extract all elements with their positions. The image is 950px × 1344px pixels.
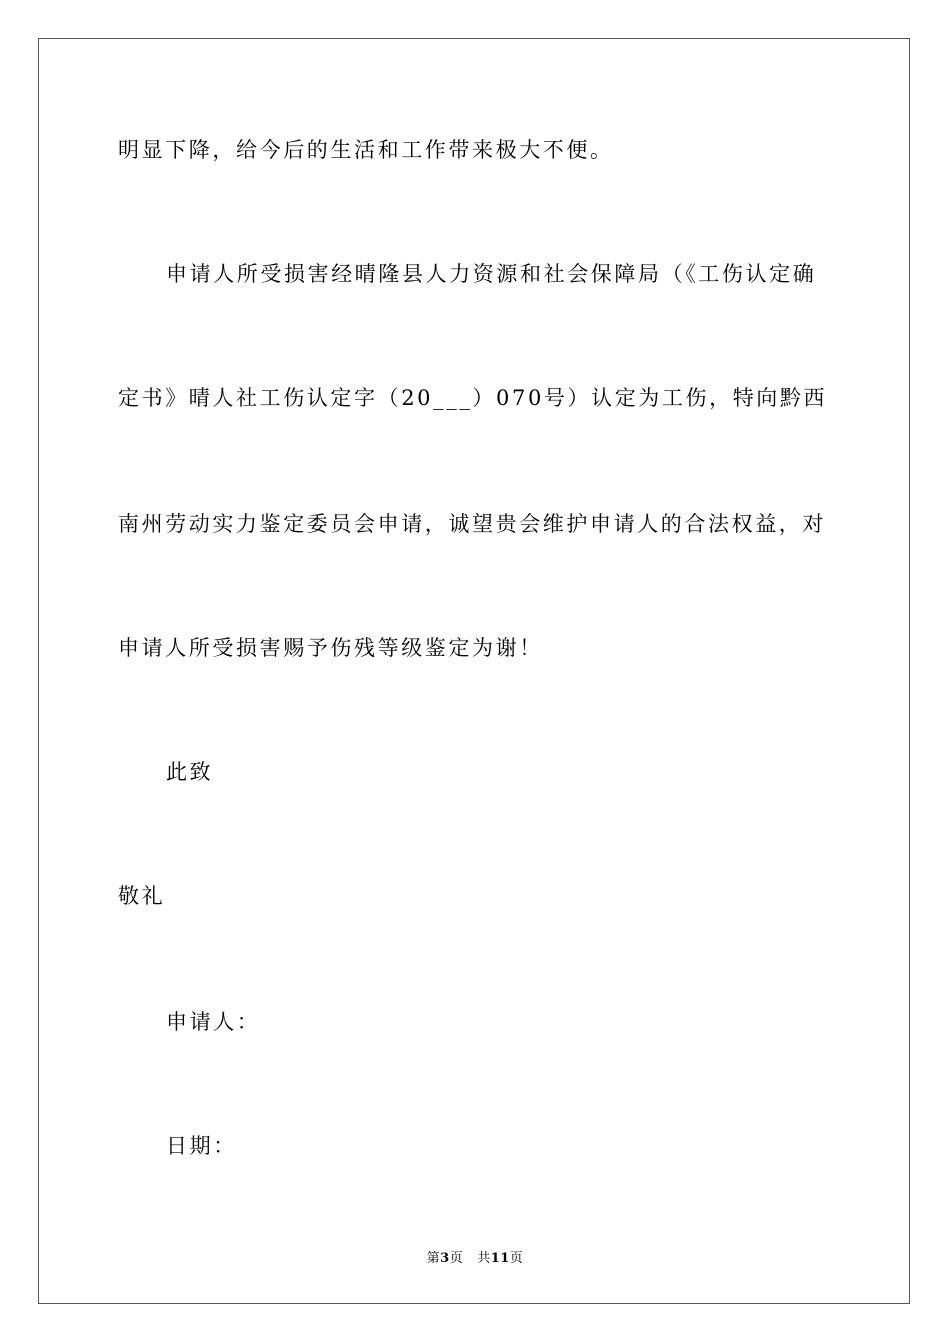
body-line-5: 申请人所受损害赐予伤残等级鉴定为谢！	[118, 636, 543, 660]
date-label: 日期：	[166, 1134, 237, 1158]
applicant-label: 申请人：	[166, 1010, 261, 1034]
footer-total-suffix: 页	[509, 1251, 524, 1266]
footer-page-suffix: 页	[449, 1251, 464, 1266]
body-line-2: 申请人所受损害经晴隆县人力资源和社会保障局（《工伤认定确	[166, 262, 817, 286]
footer-page-current: 3	[440, 1251, 450, 1266]
footer-page-prefix: 第	[426, 1251, 441, 1266]
page-border	[38, 38, 910, 1304]
body-line-4: 南州劳动实力鉴定委员会申请，诚望贵会维护申请人的合法权益，对	[118, 512, 826, 536]
closing-line: 敬礼	[118, 884, 166, 908]
body-line-3: 定书》晴人社工伤认定字（20___）070号）认定为工伤，特向黔西	[118, 386, 828, 410]
page-footer	[0, 1247, 950, 1266]
salutation-line: 此致	[166, 760, 214, 784]
footer-total-prefix: 共	[477, 1251, 491, 1266]
footer-page-total: 11	[490, 1251, 510, 1266]
body-line-1: 明显下降，给今后的生活和工作带来极大不便。	[118, 138, 614, 162]
